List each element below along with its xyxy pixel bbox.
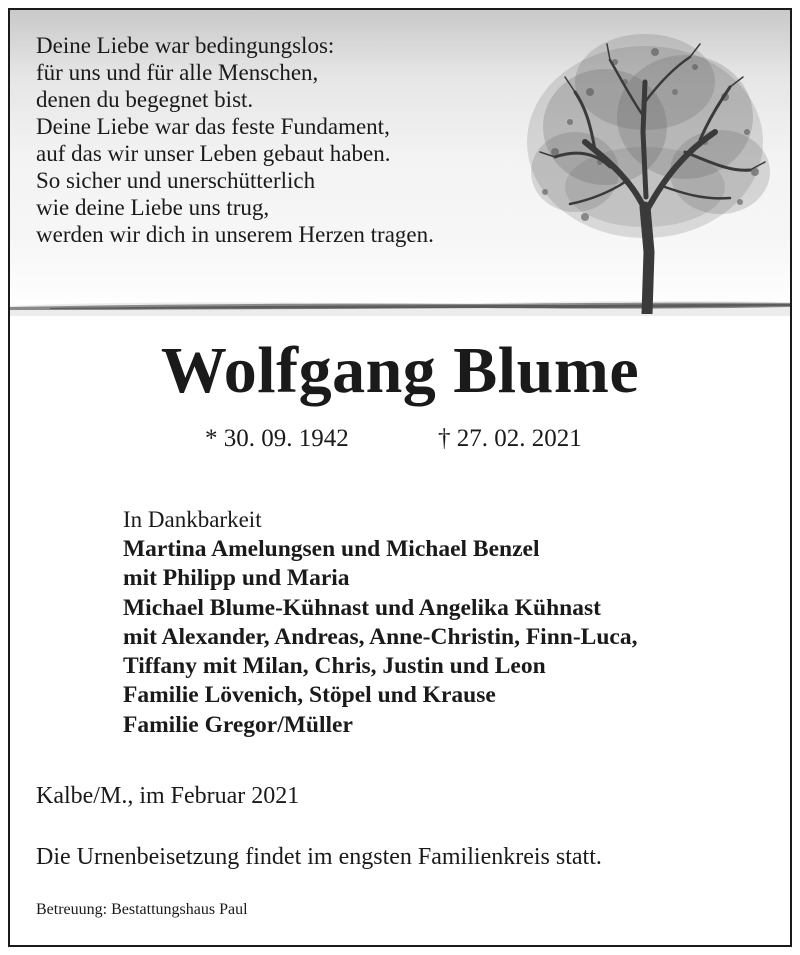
poem-line: Deine Liebe war das feste Fundament, xyxy=(36,114,390,139)
mourner-line: mit Alexander, Andreas, Anne-Christin, Finn-Luca, xyxy=(123,623,638,650)
poem xyxy=(36,32,434,248)
funeral-home-credit: Betreuung: Bestattungshaus Paul xyxy=(36,901,248,918)
poem-line: denen du begegnet bist. xyxy=(36,87,254,112)
mourner-line: Martina Amelungsen und Michael Benzel xyxy=(123,536,540,562)
mourner-line: Familie Gregor/Müller xyxy=(123,711,353,738)
birth-date: * 30. 09. 1942 xyxy=(205,425,349,452)
mourner-line: mit Philipp und Maria xyxy=(123,565,350,592)
mourners-intro: In Dankbarkeit xyxy=(123,507,262,532)
obituary-notice xyxy=(8,8,792,947)
mourner-line: Michael Blume-Kühnast und Angelika Kühnast xyxy=(123,594,601,621)
poem-line: Deine Liebe war bedingungslos: xyxy=(36,33,335,58)
tree-icon xyxy=(515,22,783,314)
poem-line: So sicher und unerschütterlich xyxy=(36,168,316,193)
poem-line: für uns und für alle Menschen, xyxy=(36,60,319,85)
mourner-line: Tiffany mit Milan, Chris, Justin und Leon xyxy=(123,653,546,680)
deceased-name: Wolfgang Blume xyxy=(160,334,640,407)
mourner-line: Familie Lövenich, Stöpel und Krause xyxy=(123,682,496,709)
header-banner xyxy=(10,10,790,312)
mourners-list xyxy=(123,535,637,740)
death-date: † 27. 02. 2021 xyxy=(438,425,582,452)
place-date: Kalbe/M., im Februar 2021 xyxy=(36,783,300,809)
poem-line: werden wir dich in unserem Herzen tragen. xyxy=(36,222,434,247)
poem-line: auf das wir unser Leben gebaut haben. xyxy=(36,141,391,166)
poem-line: wie deine Liebe uns trug, xyxy=(36,195,270,220)
burial-notice: Die Urnenbeisetzung findet im engsten Familienkreis statt. xyxy=(36,844,602,870)
